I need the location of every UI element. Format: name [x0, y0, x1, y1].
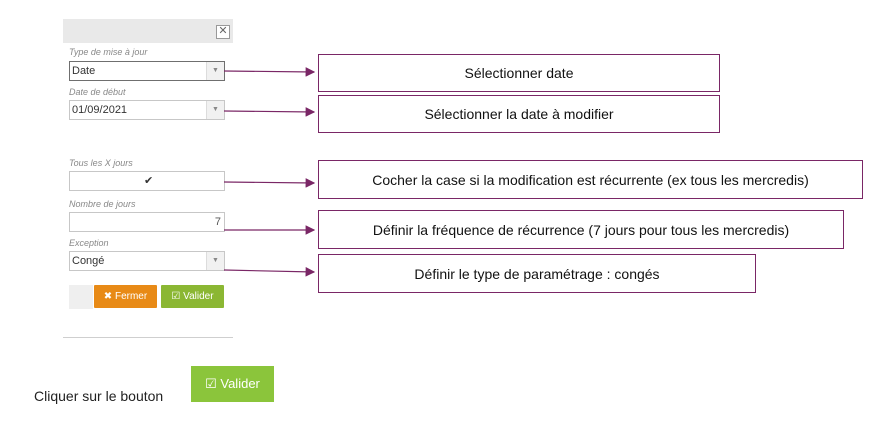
- update-type-value: Date: [72, 65, 96, 77]
- chevron-down-icon[interactable]: ▼: [206, 62, 224, 80]
- callout-recurrence-checkbox: Cocher la case si la modification est récurrente (ex tous les mercredis): [318, 160, 863, 199]
- check-square-icon: ☑: [205, 376, 217, 391]
- exception-value: Congé: [72, 255, 105, 267]
- exception-label: Exception: [69, 238, 109, 248]
- chevron-down-icon[interactable]: ▼: [206, 101, 224, 119]
- callout-exception-type: Définir le type de paramétrage : congés: [318, 254, 756, 293]
- every-x-days-label: Tous les X jours: [69, 158, 133, 168]
- arrow-2: [224, 111, 314, 112]
- callout-select-start-date: Sélectionner la date à modifier: [318, 95, 720, 133]
- checkmark-icon: ✔: [144, 175, 154, 187]
- large-validate-label: Valider: [220, 376, 260, 391]
- large-validate-button[interactable]: [191, 366, 274, 402]
- start-date-value: 01/09/2021: [72, 104, 128, 116]
- days-count-value: 7: [214, 216, 221, 228]
- close-icon[interactable]: ✕: [216, 25, 230, 39]
- close-x-icon: ✖: [103, 291, 113, 302]
- check-square-icon: ☑: [171, 291, 181, 302]
- callout-recurrence-frequency: Définir la fréquence de récurrence (7 jours pour tous les mercredis): [318, 210, 844, 249]
- callout-select-date: Sélectionner date: [318, 54, 720, 92]
- arrow-1: [224, 71, 314, 72]
- arrow-5: [224, 270, 314, 272]
- chevron-down-icon[interactable]: ▼: [206, 252, 224, 270]
- days-count-label: Nombre de jours: [69, 199, 136, 209]
- instruction-text: Cliquer sur le bouton: [34, 388, 164, 404]
- update-type-label: Type de mise à jour: [69, 47, 148, 57]
- validate-button-label: Valider: [183, 291, 214, 302]
- close-button-label: Fermer: [114, 291, 148, 302]
- start-date-label: Date de début: [69, 87, 126, 97]
- arrow-3: [224, 182, 314, 183]
